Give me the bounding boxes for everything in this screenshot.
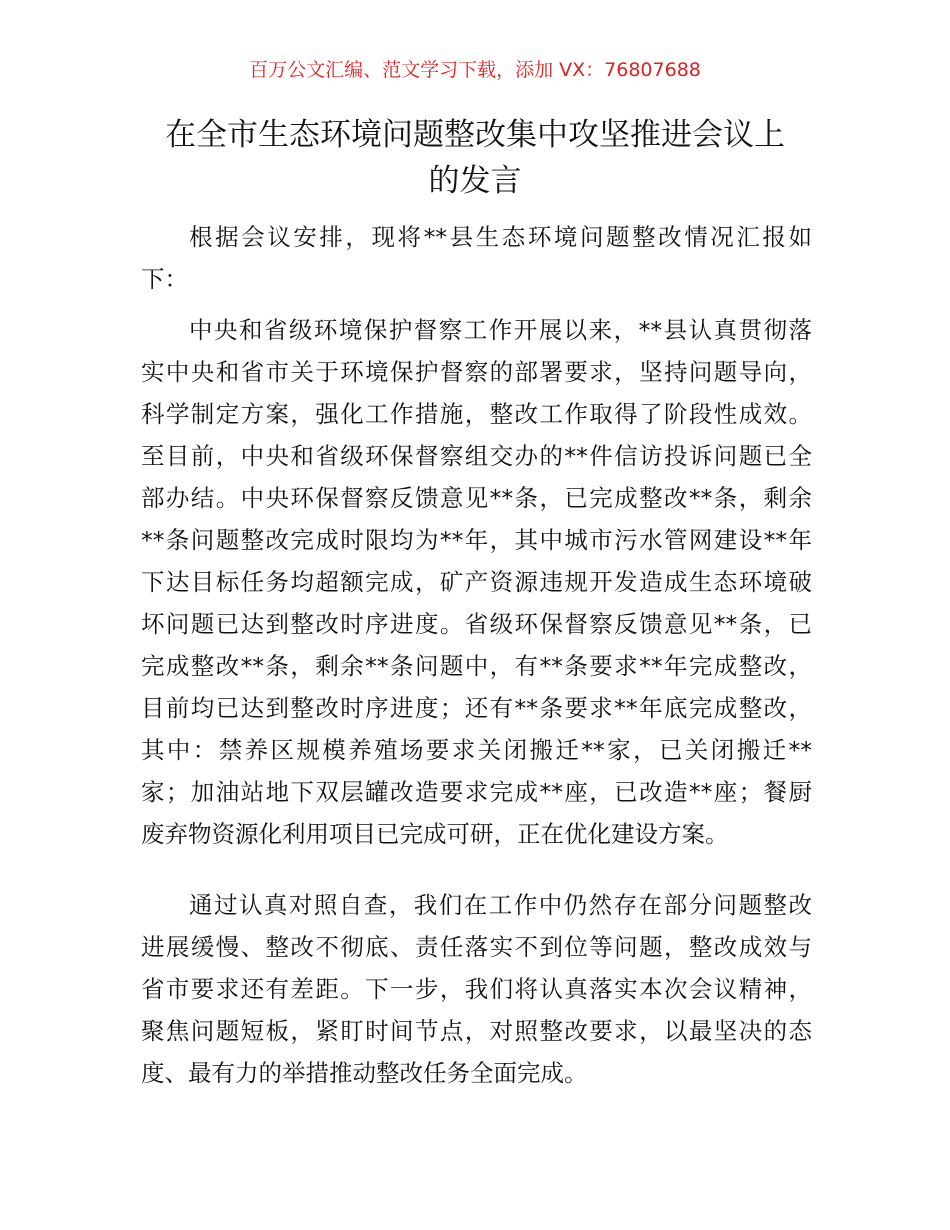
document-title [130, 112, 820, 204]
text-line: 省市要求还有差距。下一步，我们将认真落实本次会议精神， [141, 975, 812, 1003]
text-line: 目前均已达到整改时序进度；还有**条要求**年底完成整改， [141, 694, 812, 722]
title-line: 在全市生态环境问题整改集中攻坚推进会议上 [165, 117, 785, 153]
text-line: 根据会议安排，现将**县生态环境问题整改情况汇报如 [189, 223, 812, 251]
title-line: 的发言 [428, 163, 522, 199]
text-line: 家；加油站地下双层罐改造要求完成**座，已改造**座；餐厨 [141, 778, 812, 806]
text-line: 至目前，中央和省级环保督察组交办的**件信访投诉问题已全 [141, 442, 812, 470]
paragraph-progress [141, 309, 812, 855]
text-line: 中央和省级环境保护督察工作开展以来，**县认真贯彻落 [189, 316, 812, 344]
text-line: 科学制定方案，强化工作措施，整改工作取得了阶段性成效。 [141, 400, 812, 428]
text-line: 废弃物资源化利用项目已完成可研，正在优化建设方案。 [141, 820, 729, 848]
paragraph-intro [141, 216, 812, 300]
text-line: 下达目标任务均超额完成，矿产资源违规开发造成生态环境破 [141, 568, 812, 596]
text-line: 其中：禁养区规模养殖场要求关闭搬迁**家，已关闭搬迁** [141, 736, 812, 764]
text-line: **条问题整改完成时限均为**年，其中城市污水管网建设**年 [141, 526, 812, 554]
text-line: 部办结。中央环保督察反馈意见**条，已完成整改**条，剩余 [141, 484, 812, 512]
text-line: 完成整改**条，剩余**条问题中，有**条要求**年完成整改， [141, 652, 812, 680]
text-line: 进展缓慢、整改不彻底、责任落实不到位等问题，整改成效与 [141, 933, 812, 961]
text-line: 通过认真对照自查，我们在工作中仍然存在部分问题整改 [189, 891, 812, 919]
paragraph-next-steps [141, 884, 812, 1094]
watermark-banner: 百万公文汇编、范文学习下载，添加 VX：76807688 [249, 59, 701, 81]
text-line: 实中央和省市关于环境保护督察的部署要求，坚持问题导向， [141, 358, 812, 386]
text-line: 坏问题已达到整改时序进度。省级环保督察反馈意见**条，已 [141, 610, 812, 638]
text-line: 下： [141, 265, 188, 293]
text-line: 度、最有力的举措推动整改任务全面完成。 [141, 1059, 588, 1087]
text-line: 聚焦问题短板，紧盯时间节点，对照整改要求，以最坚决的态 [141, 1017, 812, 1045]
